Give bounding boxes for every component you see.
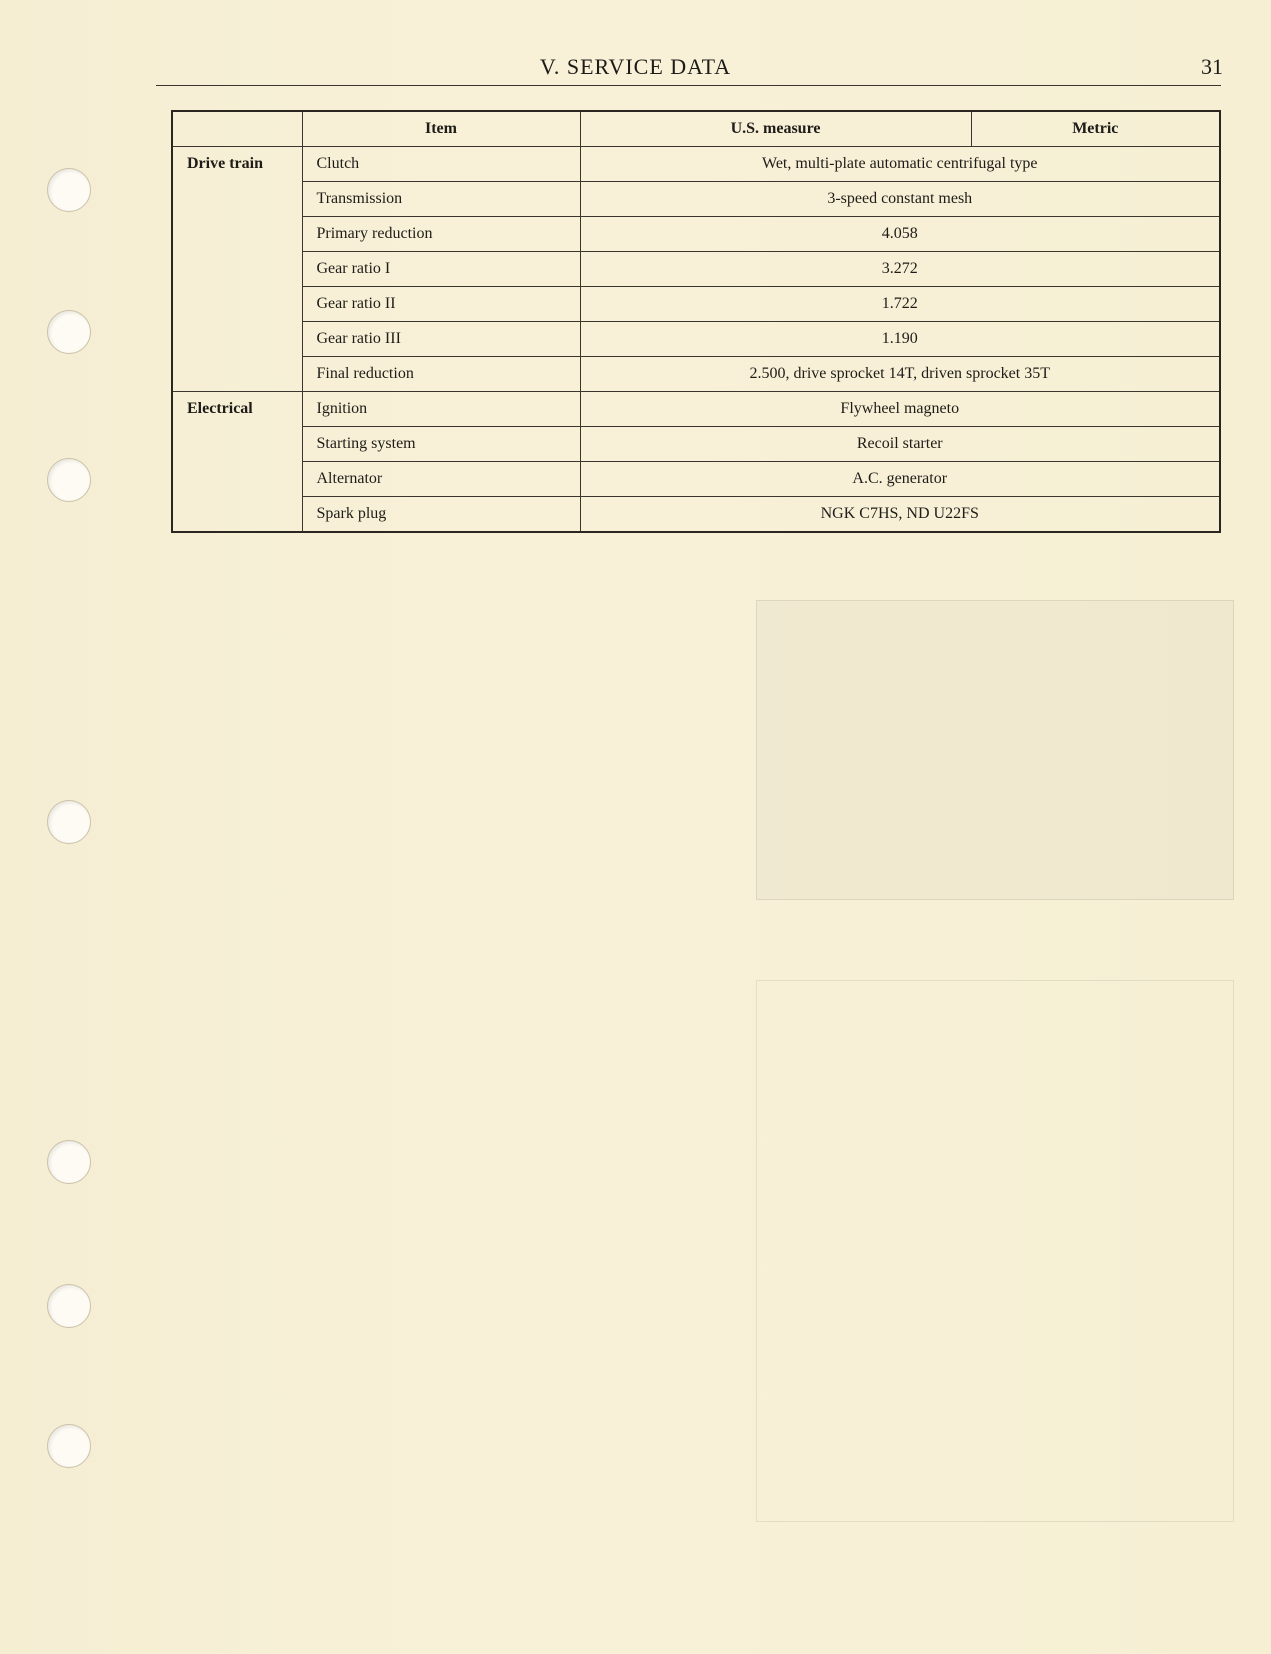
item-cell: Ignition	[302, 392, 580, 427]
value-cell: Wet, multi-plate automatic centrifugal type	[580, 147, 1220, 182]
table-row	[172, 357, 1220, 392]
value-cell: 3-speed constant mesh	[580, 182, 1220, 217]
table-row	[172, 322, 1220, 357]
value-cell: NGK C7HS, ND U22FS	[580, 497, 1220, 533]
table-row	[172, 462, 1220, 497]
page-title: V. SERVICE DATA	[539, 54, 732, 79]
value-cell: Recoil starter	[580, 427, 1220, 462]
binder-hole	[47, 168, 91, 212]
table-row	[172, 217, 1220, 252]
service-data-table	[171, 110, 1221, 533]
binder-hole	[47, 1284, 91, 1328]
table-row	[172, 287, 1220, 322]
value-cell: 1.190	[580, 322, 1220, 357]
value-cell: 3.272	[580, 252, 1220, 287]
item-cell: Starting system	[302, 427, 580, 462]
item-cell: Transmission	[302, 182, 580, 217]
value-cell: Flywheel magneto	[580, 392, 1220, 427]
item-cell: Final reduction	[302, 357, 580, 392]
group-header-cell	[172, 111, 302, 147]
binder-hole	[47, 458, 91, 502]
bleed-through-figure-top	[756, 600, 1234, 900]
page-number: 31	[1201, 54, 1223, 79]
value-cell: A.C. generator	[580, 462, 1220, 497]
header-divider	[156, 85, 1221, 86]
table-row	[172, 182, 1220, 217]
item-cell: Spark plug	[302, 497, 580, 533]
table-row	[172, 252, 1220, 287]
item-cell: Gear ratio I	[302, 252, 580, 287]
item-cell: Primary reduction	[302, 217, 580, 252]
group-label-drive-train: Drive train	[172, 147, 302, 392]
table-row	[172, 147, 1220, 182]
value-cell: 1.722	[580, 287, 1220, 322]
value-cell: 4.058	[580, 217, 1220, 252]
item-cell: Gear ratio III	[302, 322, 580, 357]
binder-hole	[47, 800, 91, 844]
table-row	[172, 497, 1220, 533]
group-label-electrical: Electrical	[172, 392, 302, 533]
item-cell: Gear ratio II	[302, 287, 580, 322]
binder-hole	[47, 1140, 91, 1184]
binder-hole	[47, 1424, 91, 1468]
item-column-header: Item	[302, 111, 580, 147]
item-cell: Alternator	[302, 462, 580, 497]
value-cell: 2.500, drive sprocket 14T, driven sprocket 35T	[580, 357, 1220, 392]
bleed-through-figure-bottom	[756, 980, 1234, 1522]
us-measure-column-header: U.S. measure	[580, 111, 971, 147]
table-row	[172, 427, 1220, 462]
table-row	[172, 392, 1220, 427]
metric-column-header: Metric	[971, 111, 1220, 147]
binder-hole	[47, 310, 91, 354]
table-header-row	[172, 111, 1220, 147]
item-cell: Clutch	[302, 147, 580, 182]
